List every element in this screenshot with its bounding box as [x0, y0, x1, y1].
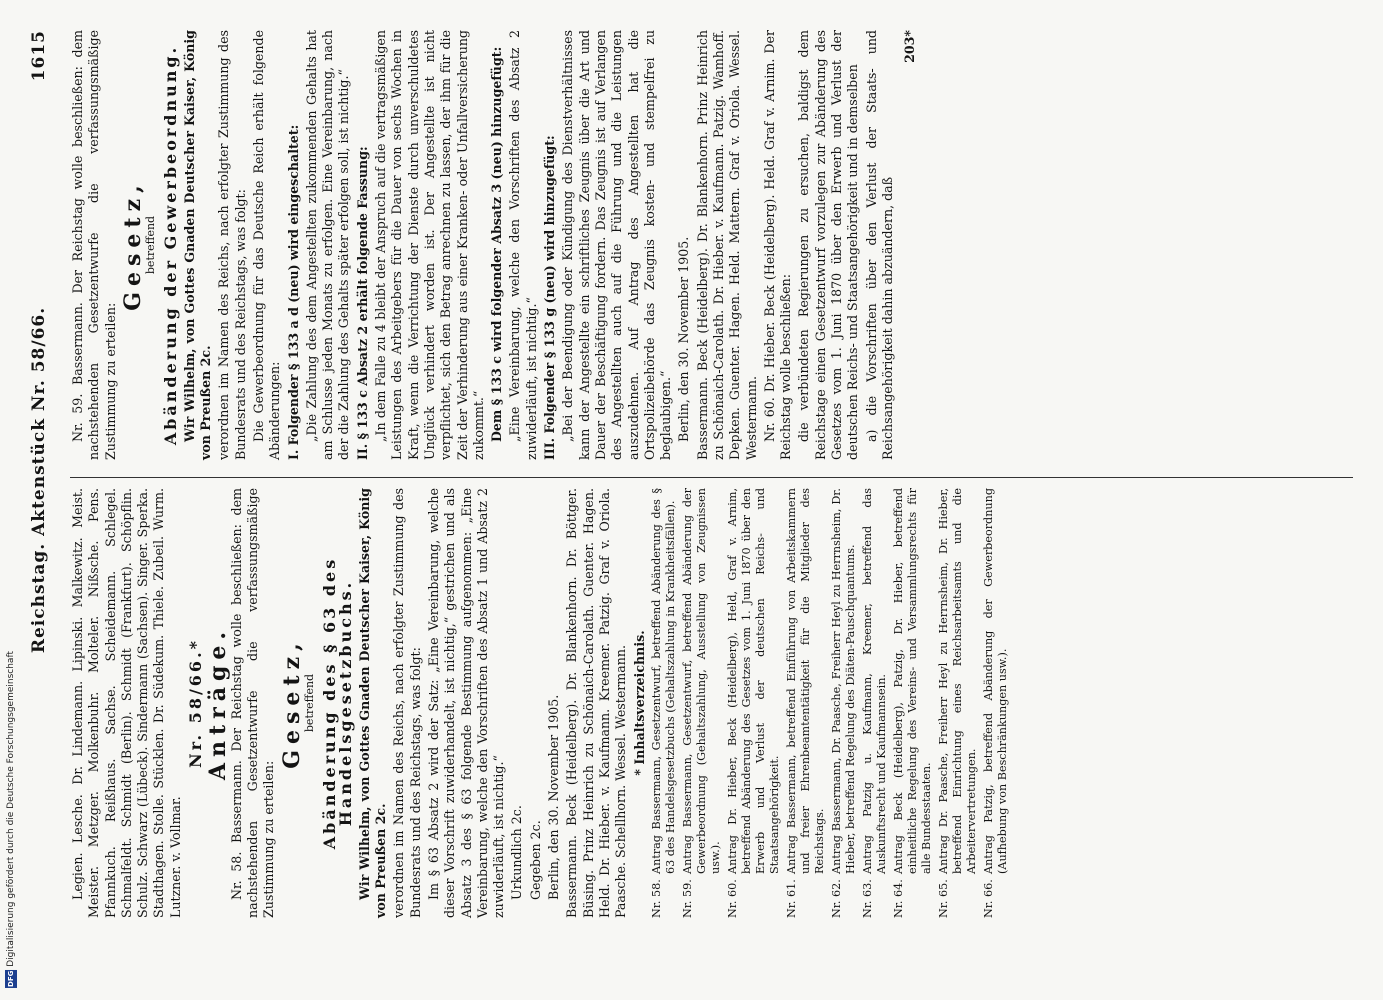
nr58-intro: Nr. 58. Bassermann. Der Reichstag wolle beschließen: dem nachstehenden Gesetzentwurfe die verfassungsmäßige Zustimmung zu erteilen:: [228, 488, 277, 918]
toc-title: * Inhaltsverzeichnis.: [631, 630, 647, 776]
toc-row: [726, 488, 782, 918]
toc-row: [892, 488, 934, 918]
toc-number: Nr. 63.: [860, 879, 874, 918]
gesetz-heading: Gesetz,: [278, 637, 305, 769]
right-column: [70, 30, 921, 460]
toc-text: Antrag Patzig u. Kaufmann, Kreemer, betreffend das Auskunftsrecht und Kaufmannsein.: [860, 488, 888, 874]
toc-row: [785, 488, 827, 918]
section-2b-heading: Dem § 133 c wird folgender Absatz 3 (neu) hinzugefügt:: [489, 46, 505, 442]
toc-text: Antrag Patzig, betreffend Abänderung der Gewerbeordnung (Aufhebung von Beschränkungen usw.).: [981, 488, 1009, 874]
section-3-text: „Bei der Beendigung oder Kündigung des Dienstverhältnisses kann der Angestellte ein schriftliches Zeugnis über die Art und Dauer der Beschäftigung fordern. Das Zeugnis ist auf Verlangen des Angestellten auch auf die Führung und die Leistungen auszudehnen. Auf Antrag des Angestellten hat die Ortspolizeibehörde das Zeugnis kosten- und stempelfrei zu beglaubigen.“: [560, 30, 674, 460]
section-3-heading: III. Folgender § 133 g (neu) wird hinzugefügt:: [542, 135, 558, 460]
nr60-item-a: a) die Vorschriften über den Verlust der Staats- und Reichsangehörigkeit dahin abzuändern, daß: [863, 30, 895, 460]
betreffend-label-2: betreffend: [144, 215, 158, 275]
header-title: Reichstag. Aktenstück Nr. 58/66.: [29, 306, 49, 654]
verordnen-text-2: verordnen im Namen des Reichs, nach erfolgter Zustimmung des Bundesrats und des Reichstags, was folgt:: [216, 30, 248, 460]
toc-row: [650, 488, 678, 918]
section-1-heading: I. Folgender § 133 a d (neu) wird eingeschaltet:: [285, 124, 301, 460]
sheet-mark: 203*: [902, 30, 918, 63]
toc-row: [681, 488, 723, 918]
toc-number: Nr. 58.: [649, 879, 663, 918]
toc-row: [937, 488, 979, 918]
antraege-number: Nr. 58/66.*: [186, 637, 206, 769]
date-line-2: Berlin, den 30. November 1905.: [676, 236, 692, 442]
law-title: Abänderung des § 63 des Handelsgesetzbuchs.: [320, 556, 356, 850]
toc-text: Antrag Beck (Heidelberg), Patzig, Dr. Hieber, betreffend einheitliche Regelung des Vereins- und Versammlungsrechts für alle Bundesstaaten.: [891, 488, 933, 874]
signers-list: Bassermann. Beck (Heidelberg). Dr. Blankenhorn. Dr. Böttger. Büsing. Prinz Heinrich zu Schönaich-Carolath. Guenter. Hagen. Held. Dr. Hieber. v. Kaufmann. Kreemer. Patzig. Graf v. Oriola. Paasche. Schellhorn. Wessel. Westermann.: [564, 488, 629, 918]
toc-text: Antrag Dr. Hieber, Beck (Heidelberg), Held, Graf v. Arnim, betreffend Abänderung des Gesetzes vom 1. Juni 1870 über den Erwerb und Verlust der deutschen Reichs- und Staatsangehörigkeit.: [725, 488, 781, 874]
nr60-intro: Nr. 60. Dr. Hieber. Beck (Heidelberg). Held. Graf v. Arnim. Der Reichstag wolle beschließen:: [761, 30, 794, 460]
law-title-2: Abänderung der Gewerbeordnung.: [161, 44, 181, 446]
verordnen-text: verordnen im Namen des Reichs, nach erfolgter Zustimmung des Bundesrats und des Reichstags, was folgt:: [391, 488, 423, 918]
toc-row: [830, 488, 858, 918]
section-2-heading: II. § 133 c Absatz 2 erhält folgende Fassung:: [354, 146, 370, 460]
date-line: Berlin, den 30. November 1905.: [546, 694, 562, 900]
nr60-text: die verbündeten Regierungen zu ersuchen, baldigst dem Reichstage einen Gesetzentwurf vorzulegen zur Abänderung des Gesetzes vom 1. Juni 1870 über den Erwerb und Verlust der deutschen Reichs- und Staatsangehörigkeit und in demselben: [796, 30, 861, 460]
left-column: [70, 488, 1013, 918]
signers-list-2: Bassermann. Beck (Heidelberg). Dr. Blankenhorn. Prinz Heinrich zu Schönaich-Carolath. Dr. Hieber. v. Kaufmann. Patzig. Wamhoff. Depken. Guenter. Hagen. Held. Mattern. Graf v. Oriola. Wessel. Westermann.: [694, 30, 759, 460]
toc-number: Nr. 59.: [680, 879, 694, 918]
toc-number: Nr. 65.: [936, 879, 950, 918]
nr59-intro: Nr. 59. Bassermann. Der Reichstag wolle beschließen: dem nachstehenden Gesetzentwurfe die verfassungsmäßige Zustimmung zu erteilen:: [70, 30, 118, 460]
toc-number: Nr. 62.: [829, 879, 843, 918]
urkundlich: Urkundlich 2c.: [509, 805, 525, 900]
gesetz-heading-2: Gesetz,: [119, 179, 146, 311]
toc-number: Nr. 64.: [891, 879, 905, 918]
toc-text: Antrag Bassermann, Gesetzentwurf, betreffend Abänderung der Gewerbeordnung (Gehaltszahlung, Ausstellung von Zeugnissen usw.).: [680, 488, 722, 874]
toc-text: Antrag Dr. Paasche, Freiherr Heyl zu Herrnsheim, Dr. Hieber, betreffend Einrichtung eines Reichsarbeitsamts und die Arbeitervertretungen.: [936, 488, 978, 874]
toc-number: Nr. 61.: [784, 879, 798, 918]
toc-row: [982, 488, 1010, 918]
section-2b-text: „Eine Vereinbarung, welche den Vorschriften des Absatz 2 zuwiderläuft, ist nichtig.“: [507, 30, 539, 460]
gegeben: Gegeben 2c.: [527, 820, 543, 900]
antraege-heading: Anträge.: [205, 625, 232, 781]
para-63-text: Im § 63 Absatz 2 wird der Satz: „Eine Vereinbarung, welche dieser Vorschrift zuwiderhandelt, ist nichtig,“ gestrichen und als Absatz 3 des § 63 folgende Bestimmung aufgenommen: „Eine Vereinbarung, welche den Vorschriften des Absatz 1 und Absatz 2 zuwiderläuft, ist nichtig.“: [425, 488, 507, 918]
table-of-contents: [650, 488, 1010, 918]
toc-number: Nr. 66.: [981, 879, 995, 918]
wir-wilhelm: Wir Wilhelm, von Gottes Gnaden Deutscher Kaiser, König von Preußen 2c.: [356, 488, 389, 918]
toc-text: Antrag Bassermann, Dr. Paasche, Freiherr Heyl zu Herrnsheim, Dr. Hieber, betreffend Regelung des Diäten-Pauschquantums.: [829, 488, 857, 874]
wir-wilhelm-2: Wir Wilhelm, von Gottes Gnaden Deutscher Kaiser, König von Preußen 2c.: [181, 30, 214, 460]
toc-text: Antrag Bassermann, betreffend Einführung von Arbeitskammern und freier Ehrenbeamtentätigkeit für die Mitglieder des Reichstags.: [784, 488, 826, 874]
toc-text: Antrag Bassermann, Gesetzentwurf, betreffend Abänderung des § 63 des Handelsgesetzbuchs (Gehaltszahlung in Krankheitsfällen).: [649, 488, 677, 874]
section-2-text: „In dem Falle zu 4 bleibt der Anspruch auf die vertragsmäßigen Leistungen des Arbeitgebers für die Dauer von sechs Wochen in Kraft, wenn die Verrichtung der Dienste durch unverschuldetes Unglück verhindert worden ist. Der Angestellte ist nicht verpflichtet, sich den Betrag anrechnen zu lassen, der ihm für die Zeit der Verhinderung aus einer Kranken- oder Unfallversicherung zukommt.“: [373, 30, 486, 460]
credit-label: Digitalisierung gefördert durch die Deutsche Forschungsgemeinschaft: [6, 651, 16, 967]
betreffend-label: betreffend: [302, 673, 316, 733]
dfg-logo: DFG: [7, 970, 15, 987]
column-divider: [70, 477, 1353, 478]
section-1-text: „Die Zahlung des dem Angestellten zukommenden Gehalts hat am Schlusse jeden Monats zu erfolgen. Eine Vereinbarung, nach der die Zahlung des Gehalts später erfolgen soll, ist nichtig.“: [303, 30, 352, 460]
gewo-text: Die Gewerbeordnung für das Deutsche Reich erhält folgende Abänderungen:: [250, 30, 283, 460]
page-number: 1615: [29, 30, 49, 82]
toc-row: [861, 488, 889, 918]
toc-number: Nr. 60.: [725, 879, 739, 918]
name-list: Legien. Lesche. Dr. Lindemann. Lipinski. Malkewitz. Meist. Meister. Metzger. Molkenbuhr. Molteler. Nißsche. Pens. Pfannkuch. Reißhaus. Sachse. Scheidemann. Schlegel. Schmalfeldt. Schmidt (Berlin). Schmidt (Frankfurt). Schöpflin. Schulz. Schwarz (Lübeck). Sindermann (Sachsen). Singer. Sperka. Stadthagen. Stolle. Stücklen. Dr. Südekum. Thiele. Zubeil. Wurm. Lutzner. v. Vollmar.: [70, 488, 183, 918]
page-header: [22, 30, 56, 930]
